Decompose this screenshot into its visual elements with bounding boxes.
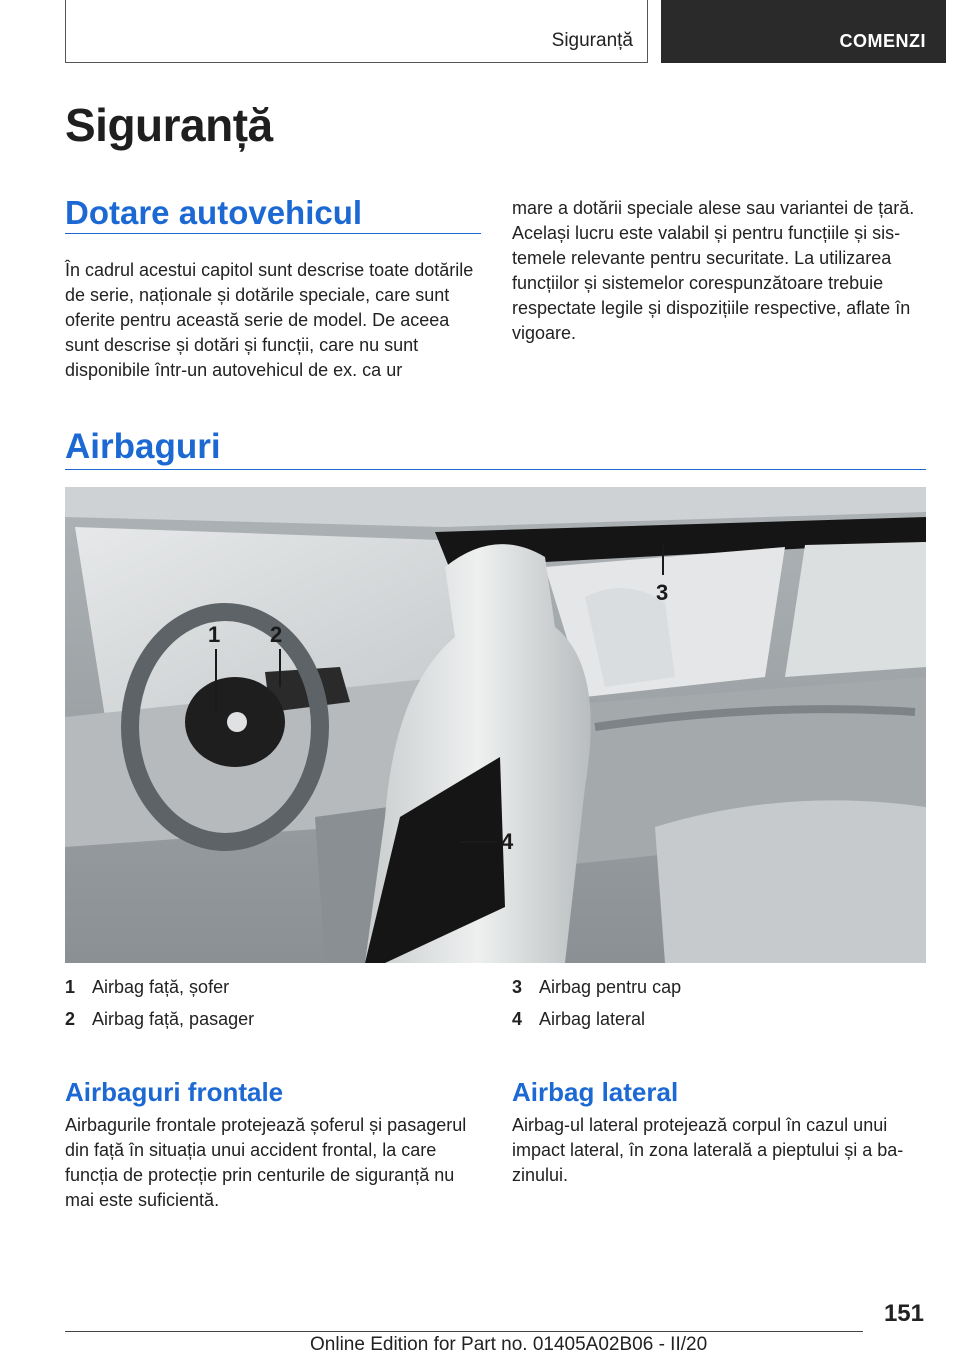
footer-rule xyxy=(65,1331,863,1332)
interior-drawing xyxy=(65,487,926,963)
legend-item-4 xyxy=(512,1009,645,1030)
dotare-paragraph-col1: În cadrul acestui capitol sunt descrise toate dotările de serie, naționale și dotările speciale, care sunt oferite pentru această serie de model. De aceea sunt descrise și dotări și funcții, care nu sunt disponibile într-un autovehicul de ex. ca ur xyxy=(65,260,474,380)
section-rule-dotare xyxy=(65,233,481,234)
legend-num: 3 xyxy=(512,977,523,997)
page-title: Siguranță xyxy=(65,99,273,151)
section-heading-airbaguri: Airbaguri xyxy=(65,427,221,466)
legend-item-1 xyxy=(65,977,229,998)
legend-label: Airbag lateral xyxy=(539,1009,646,1029)
subheading-airbaguri-frontale: Airbaguri frontale xyxy=(65,1077,284,1107)
car-interior-illustration xyxy=(65,487,926,963)
bmw-emblem xyxy=(227,712,247,732)
legend-num: 4 xyxy=(512,1009,523,1029)
callout-1: 1 xyxy=(208,622,221,647)
legend-item-3 xyxy=(512,977,681,998)
legend-num: 1 xyxy=(65,977,76,997)
subheading-airbag-lateral: Airbag lateral xyxy=(512,1077,679,1107)
legend-item-2 xyxy=(65,1009,254,1030)
header-chapter-label: COMENZI xyxy=(839,31,926,51)
frontale-paragraph: Airbagurile frontale protejează șoferul și pasagerul din față în situația unui accident frontal, la care funcția de protecție prin centurile de siguranță nu mai este suficientă. xyxy=(65,1115,467,1210)
legend-label: Airbag față, șofer xyxy=(92,977,230,997)
lateral-paragraph: Airbag-ul lateral protejează corpul în cazul unui impact lateral, în zona laterală a pieptului și a bazinului. xyxy=(512,1115,904,1185)
section-heading-dotare: Dotare autovehicul xyxy=(65,194,363,231)
callout-4: 4 xyxy=(501,829,514,854)
header-section-label: Siguranță xyxy=(551,30,633,51)
header-section-tab xyxy=(65,0,648,63)
legend-label: Airbag pentru cap xyxy=(539,977,682,997)
dotare-paragraph-col2: mare a dotării speciale alese sau variantei de țară. Același lucru este valabil și pentru funcțiile și sistemele relevante pentru securitate. La utilizarea funcțiilor și sistemelor corespunzătoare trebuie respectate legile și dispozițiile respective, aflate în vigoare. xyxy=(512,198,915,343)
legend-num: 2 xyxy=(65,1009,76,1029)
rear-seat-cushion xyxy=(655,800,926,963)
callout-3: 3 xyxy=(656,580,669,605)
footer-edition: Online Edition for Part no. 01405A02B06 - II/20 xyxy=(310,1334,708,1355)
side-window-rear xyxy=(785,542,926,677)
callout-2: 2 xyxy=(270,622,283,647)
page-number: 151 xyxy=(883,1300,924,1327)
section-rule-airbaguri xyxy=(65,469,926,470)
legend-label: Airbag față, pasager xyxy=(92,1009,255,1029)
header-chapter-tab xyxy=(661,0,946,63)
